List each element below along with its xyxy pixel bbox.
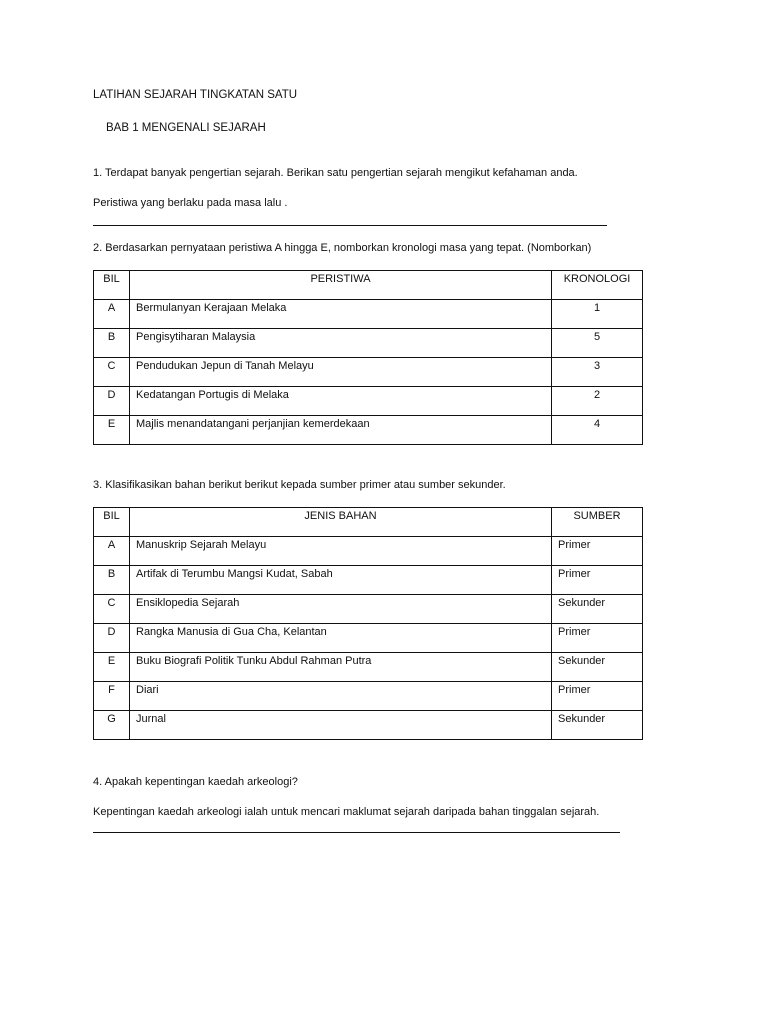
row-sumber: Sekunder (552, 595, 643, 624)
table-row (94, 653, 643, 682)
table-header-row (94, 271, 643, 300)
row-sumber: Sekunder (552, 711, 643, 740)
table-row (94, 624, 643, 653)
row-sumber: Primer (552, 537, 643, 566)
row-jenis-bahan: Artifak di Terumbu Mangsi Kudat, Sabah (130, 566, 552, 595)
header-kronologi: KRONOLOGI (552, 271, 643, 300)
question-1: 1. Terdapat banyak pengertian sejarah. Berikan satu pengertian sejarah mengikut kefahaman anda. (93, 167, 578, 179)
question-4: 4. Apakah kepentingan kaedah arkeologi? (93, 776, 298, 788)
row-jenis-bahan: Jurnal (130, 711, 552, 740)
row-bil: A (94, 300, 130, 329)
row-peristiwa: Pengisytiharan Malaysia (130, 329, 552, 358)
table-row (94, 711, 643, 740)
row-bil: C (94, 358, 130, 387)
row-bil: C (94, 595, 130, 624)
header-peristiwa: PERISTIWA (130, 271, 552, 300)
table-row (94, 595, 643, 624)
table-row (94, 300, 643, 329)
row-jenis-bahan: Diari (130, 682, 552, 711)
row-sumber: Primer (552, 682, 643, 711)
row-jenis-bahan: Manuskrip Sejarah Melayu (130, 537, 552, 566)
table-row (94, 566, 643, 595)
table-row (94, 387, 643, 416)
row-kronologi: 3 (552, 358, 643, 387)
answer-4-underline (93, 832, 620, 833)
row-kronologi: 1 (552, 300, 643, 329)
question-3: 3. Klasifikasikan bahan berikut berikut kepada sumber primer atau sumber sekunder. (93, 479, 506, 491)
row-sumber: Primer (552, 624, 643, 653)
header-jenis-bahan: JENIS BAHAN (130, 508, 552, 537)
row-bil: A (94, 537, 130, 566)
answer-4: Kepentingan kaedah arkeologi ialah untuk mencari maklumat sejarah daripada bahan tinggalan sejarah. (93, 806, 600, 818)
row-bil: D (94, 624, 130, 653)
row-bil: G (94, 711, 130, 740)
table-row (94, 329, 643, 358)
table-row (94, 682, 643, 711)
row-bil: D (94, 387, 130, 416)
answer-1: Peristiwa yang berlaku pada masa lalu . (93, 197, 288, 209)
row-peristiwa: Majlis menandatangani perjanjian kemerdekaan (130, 416, 552, 445)
row-jenis-bahan: Rangka Manusia di Gua Cha, Kelantan (130, 624, 552, 653)
table-header-row (94, 508, 643, 537)
header-bil: BIL (94, 508, 130, 537)
header-bil: BIL (94, 271, 130, 300)
row-bil: E (94, 416, 130, 445)
row-kronologi: 2 (552, 387, 643, 416)
page-title: LATIHAN SEJARAH TINGKATAN SATU (93, 89, 298, 101)
table-row (94, 537, 643, 566)
row-sumber: Sekunder (552, 653, 643, 682)
row-bil: E (94, 653, 130, 682)
row-kronologi: 4 (552, 416, 643, 445)
row-jenis-bahan: Buku Biografi Politik Tunku Abdul Rahman Putra (130, 653, 552, 682)
row-peristiwa: Kedatangan Portugis di Melaka (130, 387, 552, 416)
header-sumber: SUMBER (552, 508, 643, 537)
row-bil: B (94, 566, 130, 595)
row-peristiwa: Pendudukan Jepun di Tanah Melayu (130, 358, 552, 387)
table-row (94, 358, 643, 387)
source-table (93, 507, 643, 740)
row-kronologi: 5 (552, 329, 643, 358)
row-bil: B (94, 329, 130, 358)
row-peristiwa: Bermulanyan Kerajaan Melaka (130, 300, 552, 329)
chapter-title: BAB 1 MENGENALI SEJARAH (106, 122, 266, 134)
table-row (94, 416, 643, 445)
question-2: 2. Berdasarkan pernyataan peristiwa A hingga E, nomborkan kronologi masa yang tepat. (Nomborkan) (93, 242, 592, 254)
row-sumber: Primer (552, 566, 643, 595)
row-jenis-bahan: Ensiklopedia Sejarah (130, 595, 552, 624)
answer-1-underline (93, 225, 607, 226)
row-bil: F (94, 682, 130, 711)
chronology-table (93, 270, 643, 445)
